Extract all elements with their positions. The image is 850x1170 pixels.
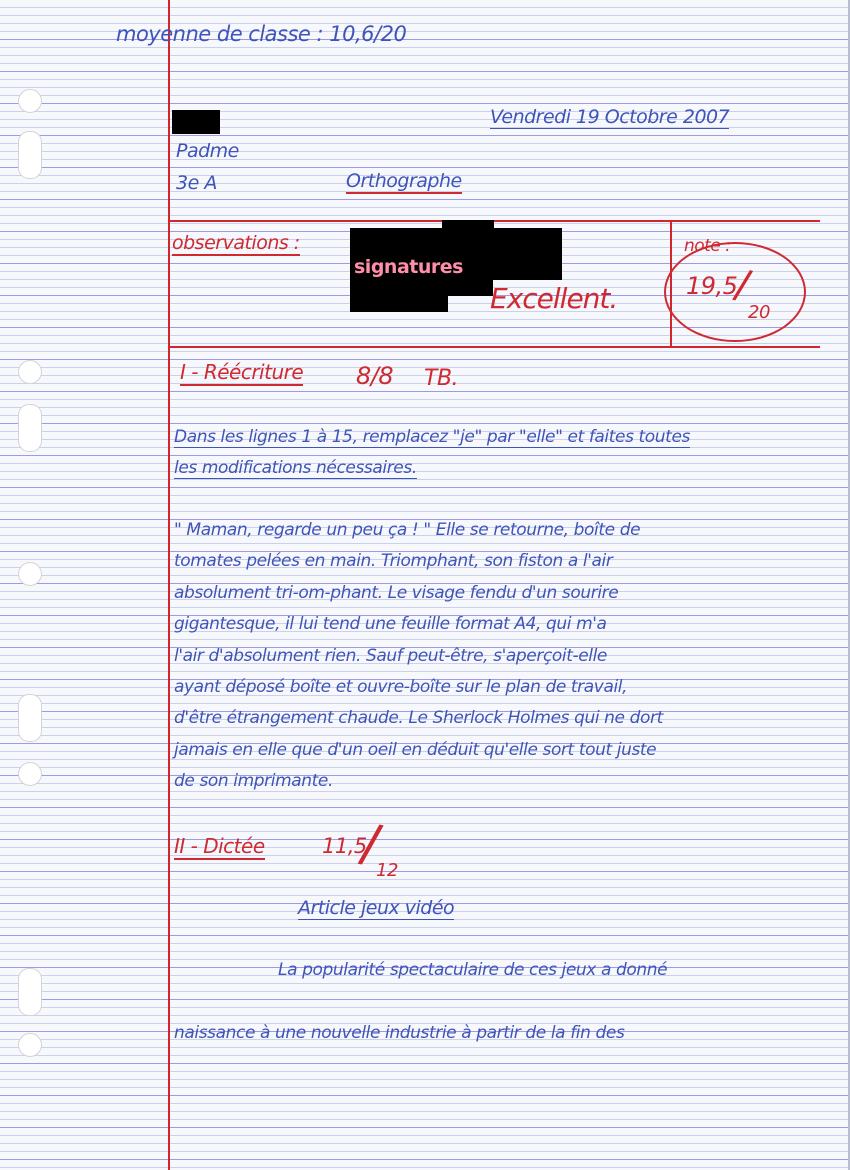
text-line: tomates pelées en main. Triomphant, son fiston a l'air [174,551,613,571]
redacted-name-box [172,110,220,134]
section2-score: 11,5 [322,834,367,858]
section2-title: II - Dictée [174,834,265,858]
grade-fraction-slash: / [730,261,755,309]
binder-hole [18,360,42,384]
observations-label: observations : [172,232,300,254]
class-average-note: moyenne de classe : 10,6/20 [116,22,407,46]
box-top-line [170,220,820,222]
instruction-line: Dans les lignes 1 à 15, remplacez "je" par "elle" et faites toutes [174,427,690,447]
subject-title: Orthographe [346,170,462,192]
student-class: 3e A [176,172,217,194]
binder-slot [18,968,42,1016]
box-bottom-line [170,346,820,348]
student-first-name: Padme [176,140,239,162]
text-line: absolument tri-om-phant. Le visage fendu d'un sourire [174,583,619,603]
binder-slot [18,131,42,179]
grade-label: note : [684,236,731,256]
binder-slot [18,404,42,452]
grade-max: 20 [748,302,770,323]
article-title: Article jeux vidéo [298,897,455,919]
text-line: ayant déposé boîte et ouvre-boîte sur le plan de travail, [174,677,628,697]
text-line: gigantesque, il lui tend une feuille format A4, qui m'a [174,614,607,634]
binder-hole [18,762,42,786]
text-line: jamais en elle que d'un oeil en déduit qu'elle sort tout juste [174,740,657,760]
text-line: naissance à une nouvelle industrie à partir de la fin des [174,1023,625,1043]
section1-remark: TB. [424,366,459,391]
date: Vendredi 19 Octobre 2007 [490,106,730,128]
binder-slot [18,694,42,742]
text-line: La popularité spectaculaire de ces jeux a donné [278,960,668,980]
signatures-label: signatures [354,256,463,278]
instruction-line: les modifications nécessaires. [174,458,417,478]
teacher-comment: Excellent. [490,282,618,315]
section2-max: 12 [376,860,398,881]
redaction-block [448,276,493,296]
binder-hole [18,1033,42,1057]
section1-title: I - Réécriture [180,360,304,384]
binder-hole [18,89,42,113]
redaction-block [350,276,448,312]
section1-score: 8/8 [356,362,394,390]
text-line: de son imprimante. [174,771,333,791]
text-line: d'être étrangement chaude. Le Sherlock Holmes qui ne dort [174,708,663,728]
text-line: l'air d'absolument rien. Sauf peut-être, s'aperçoit-elle [174,646,607,666]
binder-hole [18,562,42,586]
grade-score: 19,5 [686,272,738,300]
section2-fraction-slash: / [355,812,386,876]
text-line: " Maman, regarde un peu ça ! " Elle se retourne, boîte de [174,520,641,540]
